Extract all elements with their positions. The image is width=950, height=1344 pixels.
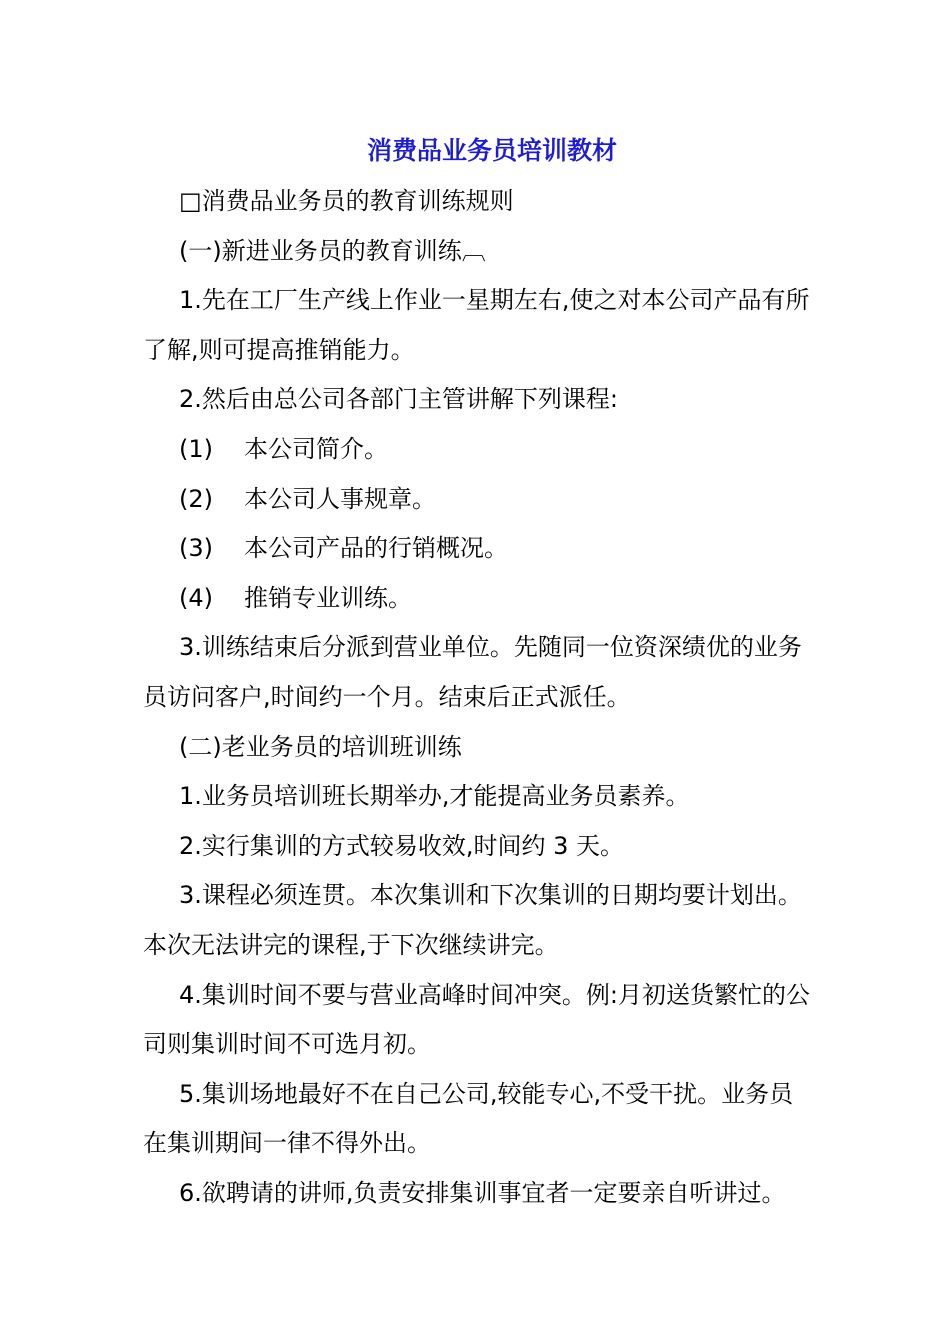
paragraph: 3.训练结束后分派到营业单位。先随同一位资深绩优的业务员访问客户,时间约一个月。结束后正式派任。: [143, 633, 802, 711]
paragraph: (二)老业务员的培训班训练: [179, 732, 462, 761]
paragraph: 5.集训场地最好不在自己公司,较能专心,不受干扰。业务员在集训期间一律不得外出。: [143, 1079, 794, 1158]
list-item-text: 本公司简介。: [244, 434, 388, 463]
paragraph: 1.先在工厂生产线上作业一星期左右,使之对本公司产品有所了解,则可提高推销能力。: [143, 286, 810, 364]
paragraph: 3.课程必须连贯。本次集训和下次集训的日期均要计划出。本次无法讲完的课程,于下次继续讲完。: [143, 881, 802, 959]
paragraph: 1.业务员培训班长期举办,才能提高业务员素养。: [179, 782, 690, 811]
list-item: [143, 524, 813, 574]
paragraph: 2.实行集训的方式较易收效,时间约 3 天。: [179, 831, 625, 860]
list-item-number: (4): [179, 583, 213, 612]
list-item: [143, 574, 813, 624]
list-item-text: 本公司产品的行销概况。: [244, 534, 508, 563]
list-item-number: (3): [179, 534, 213, 563]
list-item: [143, 475, 813, 525]
paragraph: □消费品业务员的教育训练规则: [179, 187, 514, 215]
paragraph: (一)新进业务员的教育训练︹: [179, 236, 486, 265]
paragraph: 2.然后由总公司各部门主管讲解下列课程:: [179, 385, 618, 414]
list-item: [143, 425, 813, 475]
paragraph: 4.集训时间不要与营业高峰时间冲突。例:月初送货繁忙的公司则集训时间不可选月初。: [143, 980, 810, 1059]
list-item-text: 推销专业训练。: [244, 583, 412, 612]
list-item-number: (1): [179, 434, 213, 463]
paragraph: 6.欲聘请的讲师,负责安排集训事宜者一定要亲自听讲过。: [179, 1178, 786, 1207]
list-item-text: 本公司人事规章。: [244, 484, 436, 513]
document-title: 消费品业务员培训教材: [366, 136, 617, 165]
document-body: [143, 177, 813, 1218]
list-item-number: (2): [179, 484, 213, 513]
